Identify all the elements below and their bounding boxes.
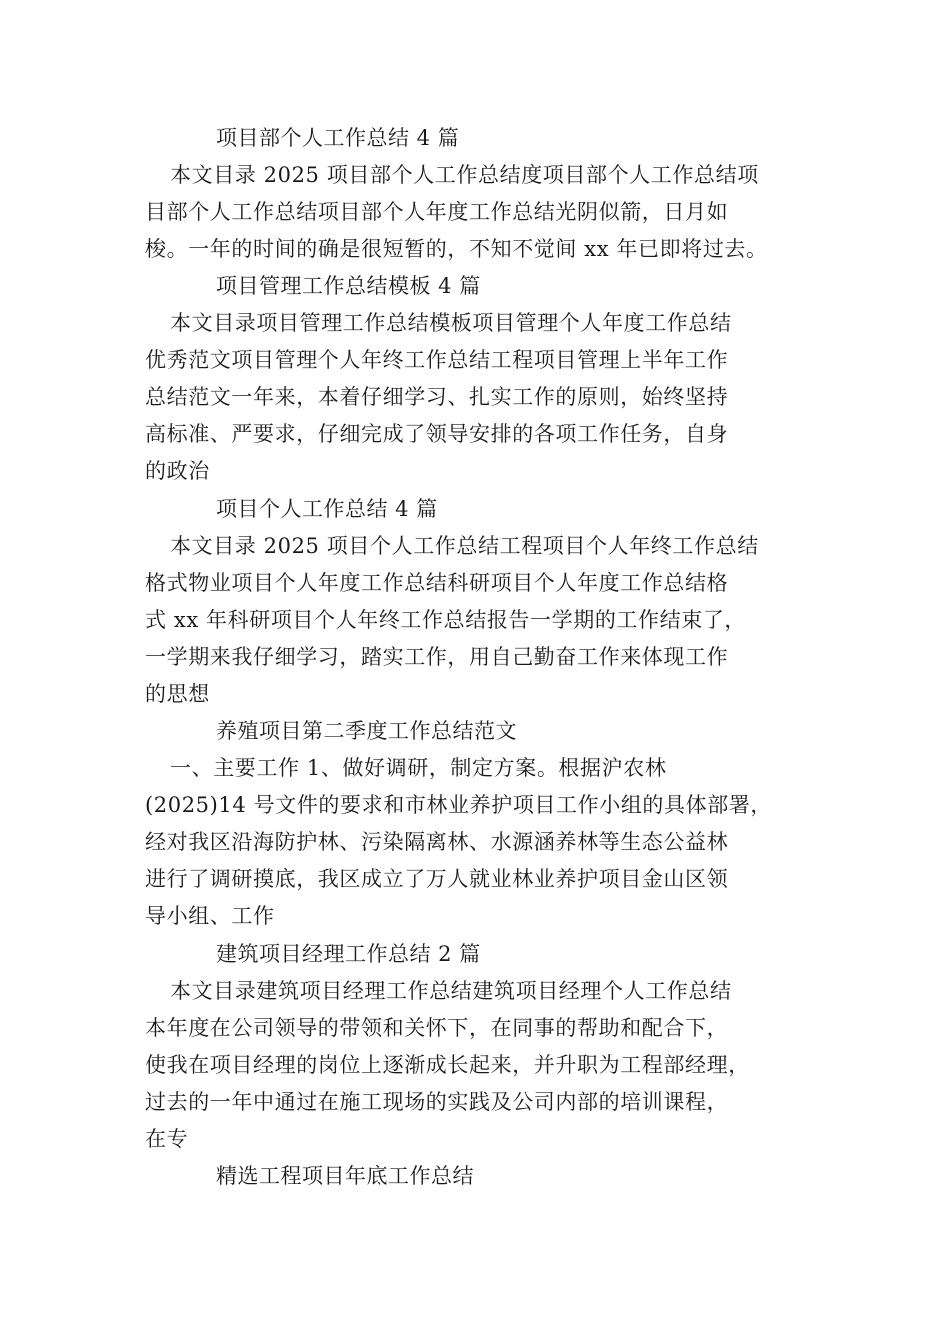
section-title: 项目部个人工作总结 4 篇 <box>216 126 460 150</box>
paragraph-line: 总结范文一年来，本着仔细学习、扎实工作的原则，始终坚持 <box>145 385 729 409</box>
paragraph-line: 在专 <box>145 1127 189 1151</box>
paragraph-line: 使我在项目经理的岗位上逐渐成长起来，并升职为工程部经理， <box>145 1053 750 1077</box>
section-title: 养殖项目第二季度工作总结范文 <box>216 719 517 743</box>
paragraph-line: 本文目录 2025 项目部个人工作总结度项目部个人工作总结项 <box>170 163 759 187</box>
paragraph-line: 本文目录 2025 项目个人工作总结工程项目个人年终工作总结 <box>170 534 759 558</box>
paragraph-line: 目部个人工作总结项目部个人年度工作总结光阴似箭，日月如 <box>145 200 729 224</box>
paragraph-line: 的思想 <box>145 682 210 706</box>
paragraph-line: 本年度在公司领导的带领和关怀下，在同事的帮助和配合下， <box>145 1016 729 1040</box>
section-title: 项目个人工作总结 4 篇 <box>216 497 438 521</box>
paragraph-line: 经对我区沿海防护林、污染隔离林、水源涵养林等生态公益林 <box>145 830 729 854</box>
paragraph-line: 本文目录项目管理工作总结模板项目管理个人年度工作总结 <box>170 311 732 335</box>
paragraph-line: 过去的一年中通过在施工现场的实践及公司内部的培训课程， <box>145 1090 729 1114</box>
paragraph-line: 式 xx 年科研项目个人年终工作总结报告一学期的工作结束了， <box>145 608 747 632</box>
paragraph-line: 导小组、工作 <box>145 904 275 928</box>
paragraph-line: 进行了调研摸底，我区成立了万人就业林业养护项目金山区领 <box>145 867 729 891</box>
paragraph-line: (2025)14 号文件的要求和市林业养护项目工作小组的具体部署， <box>145 793 773 817</box>
section-title: 项目管理工作总结模板 4 篇 <box>216 274 481 298</box>
section-title: 建筑项目经理工作总结 2 篇 <box>216 942 481 966</box>
section-title: 精选工程项目年底工作总结 <box>216 1164 474 1188</box>
paragraph-line: 格式物业项目个人年度工作总结科研项目个人年度工作总结格 <box>145 571 729 595</box>
paragraph-line: 一学期来我仔细学习，踏实工作，用自己勤奋工作来体现工作 <box>145 645 729 669</box>
paragraph-line: 的政治 <box>145 459 210 483</box>
paragraph-line: 梭。一年的时间的确是很短暂的，不知不觉间 xx 年已即将过去。 <box>145 237 768 261</box>
paragraph-line: 一、主要工作 1、做好调研，制定方案。根据沪农林 <box>170 756 667 780</box>
paragraph-line: 高标准、严要求，仔细完成了领导安排的各项工作任务，自身 <box>145 422 729 446</box>
paragraph-line: 优秀范文项目管理个人年终工作总结工程项目管理上半年工作 <box>145 348 729 372</box>
paragraph-line: 本文目录建筑项目经理工作总结建筑项目经理个人工作总结 <box>170 979 732 1003</box>
